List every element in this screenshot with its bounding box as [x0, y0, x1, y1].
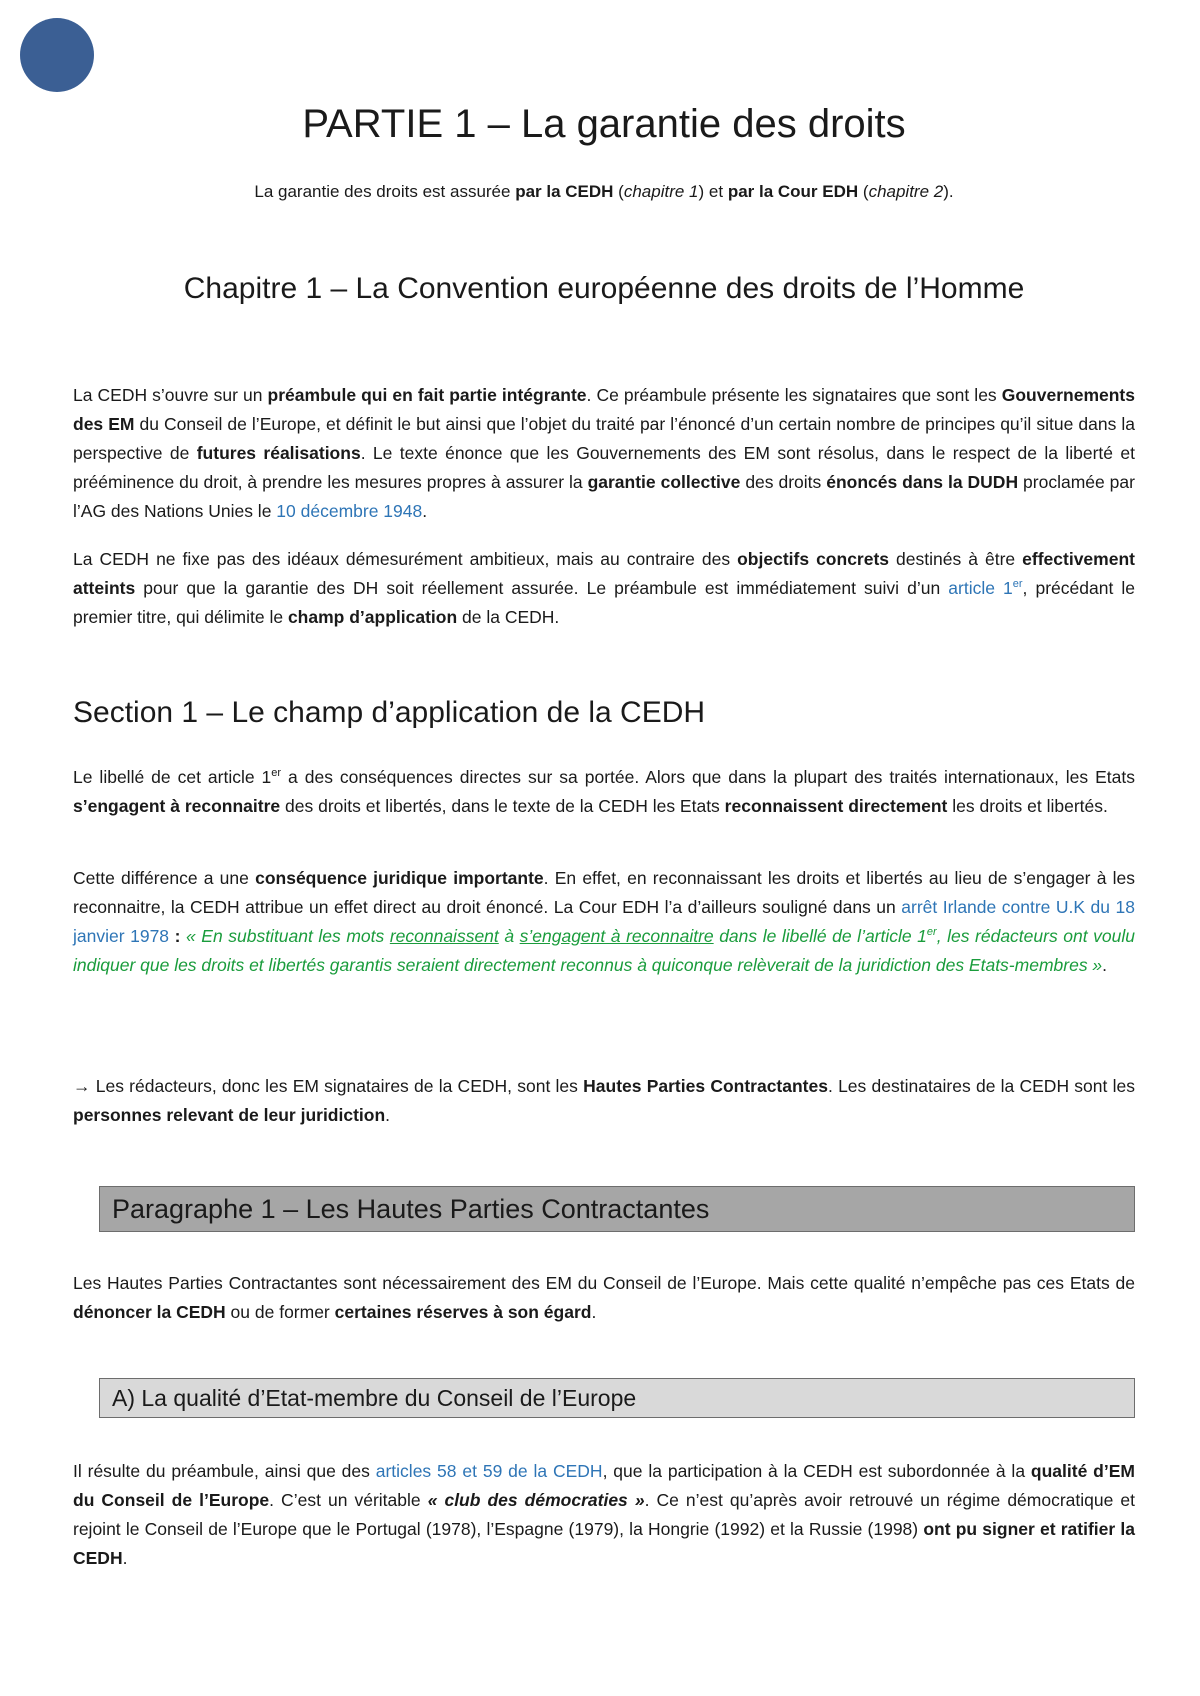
- paragraph-redacteurs: → Les rédacteurs, donc les EM signataires de la CEDH, sont les Hautes Parties Contractantes. Les destinataires de la CEDH sont les personnes relevant de leur juridiction.: [73, 1076, 1135, 1125]
- section-title: Section 1 – Le champ d’application de la CEDH: [73, 696, 706, 729]
- arrow-right-icon: →: [73, 1076, 91, 1096]
- subtitle: La garantie des droits est assurée par la CEDH (chapitre 1) et par la Cour EDH (chapitre 2).: [254, 182, 954, 201]
- link-articles-58-59[interactable]: articles 58 et 59 de la CEDH: [375, 1461, 603, 1481]
- paragraph-libelle: Le libellé de cet article 1er a des conséquences directes sur sa portée. Alors que dans la plupart des traités internationaux, les Etats s’engagent à reconnaitre des droits et libertés, dans le texte de la CEDH les Etats reconnaissent directement les droits et libertés.: [73, 767, 1136, 816]
- link-arret-irlande[interactable]: arrêt Irlande contre U.K du 18 janvier 1978: [73, 897, 1135, 946]
- quote-irlande: « En substituant les mots reconnaissent à s’engagent à reconnaitre dans le libellé de l’article 1er, les rédacteurs ont voulu indiquer que les droits et libertés garantis seraient directement reconnus à quiconque relèverait de la juridiction des Etats-membres »: [73, 926, 1135, 975]
- paragraph-qualite-em: Il résulte du préambule, ainsi que des articles 58 et 59 de la CEDH, que la participation à la CEDH est subordonnée à la qualité d’EM du Conseil de l’Europe. C’est un véritable « club des démocraties ». Ce n’est qu’après avoir retrouvé un régime démocratique et rejoint le Conseil de l’Europe que le Portugal (1978), l’Espagne (1979), la Hongrie (1992) et la Russie (1998) ont pu signer et ratifier la CEDH.: [73, 1461, 1135, 1568]
- paragraph-hautes-parties: Les Hautes Parties Contractantes sont nécessairement des EM du Conseil de l’Europe. Mais cette qualité n’empêche pas ces Etats de dénoncer la CEDH ou de former certaines réserves à son égard.: [73, 1273, 1135, 1322]
- paragraph-objectifs: La CEDH ne fixe pas des idéaux démesurément ambitieux, mais au contraire des objectifs concrets destinés à être effectivement atteints pour que la garantie des DH soit réellement assurée. Le préambule est immédiatement suivi d’un article 1er, précédant le premier titre, qui délimite le champ d’application de la CEDH.: [73, 549, 1136, 627]
- page-title: PARTIE 1 – La garantie des droits: [302, 102, 906, 146]
- paragraph-consequence: Cette différence a une conséquence juridique importante. En effet, en reconnaissant les droits et libertés au lieu de s’engager à les reconnaitre, la CEDH attribue un effet direct au droit énoncé. La Cour EDH l’a d’ailleurs souligné dans un arrêt Irlande contre U.K du 18 janvier 1978 : « En substituant les mots reconnaissent à s’engagent à reconnaitre dans le libellé de l’article 1er, les rédacteurs ont voulu indiquer que les droits et libertés garantis seraient directement reconnus à quiconque relèverait de la juridiction des Etats-membres ».: [73, 868, 1136, 975]
- paragraph-heading: Paragraphe 1 – Les Hautes Parties Contractantes: [99, 1186, 1135, 1232]
- link-article-1[interactable]: article 1er: [948, 578, 1023, 598]
- chapter-title: Chapitre 1 – La Convention européenne des droits de l’Homme: [183, 272, 1025, 305]
- link-10-decembre-1948[interactable]: 10 décembre 1948: [276, 501, 423, 521]
- logo-circle: [20, 18, 94, 92]
- paragraph-preambule: La CEDH s’ouvre sur un préambule qui en fait partie intégrante. Ce préambule présente les signataires que sont les Gouvernements des EM du Conseil de l’Europe, et définit le but ainsi que l’objet du traité par l’énoncé d’un certain nombre de principes qu’il situe dans la perspective de futures réalisations. Le texte énonce que les Gouvernements des EM sont résolus, dans le respect de la liberté et prééminence du droit, à prendre les mesures propres à assurer la garantie collective des droits énoncés dans la DUDH proclamée par l’AG des Nations Unies le 10 décembre 1948.: [73, 385, 1135, 521]
- subsection-heading: A) La qualité d’Etat-membre du Conseil de l’Europe: [99, 1378, 1135, 1418]
